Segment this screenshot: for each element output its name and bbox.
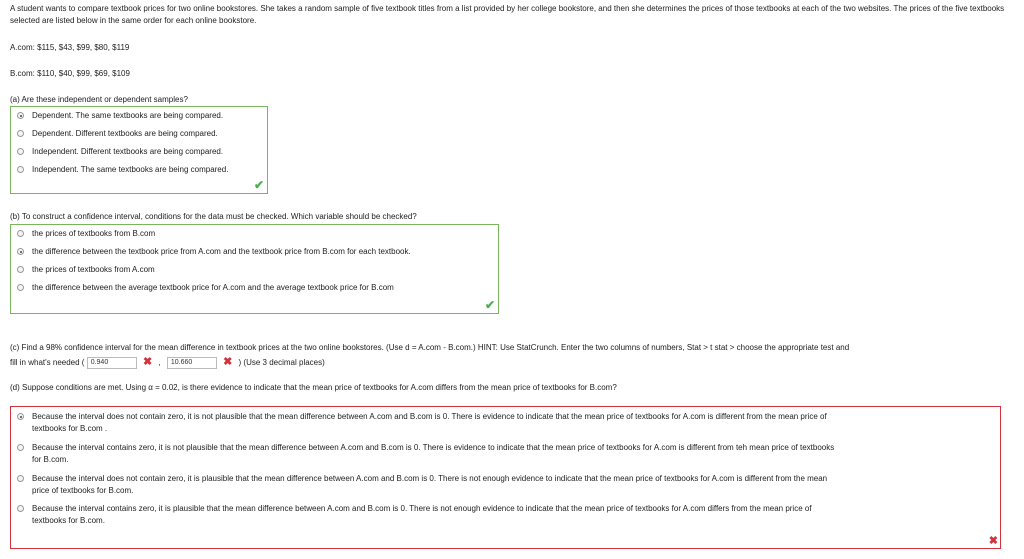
fill-prefix: fill in what's needed ( xyxy=(10,358,85,367)
radio-button[interactable] xyxy=(17,166,24,173)
radio-button[interactable] xyxy=(17,475,24,482)
option-label: the prices of textbooks from A.com xyxy=(32,265,155,274)
option-label-line2: textbooks for B.com. xyxy=(32,516,105,525)
question-c-prompt: (c) Find a 98% confidence interval for the mean difference in textbook prices at the two online bookstores. (Use d = A.com - B.com.) HINT: Use StatCrunch. Enter the two columns of numbers, Stat > t stat > choose the appropriate test and xyxy=(10,343,850,352)
incorrect-cross-icon: ✖ xyxy=(142,356,153,368)
radio-button[interactable] xyxy=(17,230,24,237)
option-label: the prices of textbooks from B.com xyxy=(32,229,156,238)
qb-option-1[interactable] xyxy=(17,246,411,258)
qb-option-0[interactable] xyxy=(17,228,155,240)
qb-option-2[interactable] xyxy=(17,264,155,276)
fill-suffix: ) (Use 3 decimal places) xyxy=(238,358,325,367)
lower-bound-input[interactable]: 0.940 xyxy=(87,357,137,369)
question-b-prompt: (b) To construct a confidence interval, conditions for the data must be checked. Which variable should be checked? xyxy=(10,212,417,221)
option-label-line1: Because the interval does not contain zero, it is plausible that the mean difference between A.com and B.com is 0. There is not enough evidence to indicate that the mean price of textbooks for A.com is different from the mean xyxy=(32,474,828,483)
radio-button[interactable] xyxy=(17,130,24,137)
question-d-prompt: (d) Suppose conditions are met. Using α = 0.02, is there evidence to indicate that the mean price of textbooks for A.com differs from the mean price of textbooks for B.com? xyxy=(10,383,617,392)
option-label: Independent. Different textbooks are being compared. xyxy=(32,147,224,156)
incorrect-cross-icon: ✖ xyxy=(988,535,998,547)
radio-button[interactable] xyxy=(17,444,24,451)
option-label-line2: textbooks for B.com . xyxy=(32,424,108,433)
question-a-box xyxy=(10,106,268,194)
option-label-line1: Because the interval contains zero, it is plausible that the mean difference between A.com and B.com is 0. There is not enough evidence to indicate that the mean price of textbooks for A.com differs from the mean price of xyxy=(32,504,812,513)
option-label: the difference between the textbook price from A.com and the textbook price from B.com for each textbook. xyxy=(32,247,411,256)
qd-option-2[interactable] xyxy=(17,473,827,497)
qa-option-2[interactable] xyxy=(17,146,223,158)
option-label-line2: price of textbooks for B.com. xyxy=(32,486,134,495)
data-b: B.com: $110, $40, $99, $69, $109 xyxy=(10,69,130,78)
qa-option-3[interactable] xyxy=(17,164,228,176)
option-label-line1: Because the interval contains zero, it is not plausible that the mean difference between A.com and B.com is 0. There is evidence to indicate that the mean price of textbooks for A.com is different from teh mean price of textbooks xyxy=(32,443,835,452)
correct-check-icon: ✔ xyxy=(484,298,495,312)
radio-button[interactable] xyxy=(17,413,24,420)
option-label: Independent. The same textbooks are being compared. xyxy=(32,165,229,174)
data-a: A.com: $115, $43, $99, $80, $119 xyxy=(10,43,130,52)
incorrect-cross-icon: ✖ xyxy=(223,356,233,368)
option-label-line2: for B.com. xyxy=(32,455,69,464)
question-c-fill xyxy=(10,355,325,369)
radio-button[interactable] xyxy=(17,284,24,291)
problem-intro: A student wants to compare textbook prices for two online bookstores. She takes a random sample of five textbook titles from a list provided by her college bookstore, and then she determines the prices of those textbooks at each of the two websites. The prices of the five textbooks selected are listed below in the same order for each online bookstore. xyxy=(10,4,1005,25)
question-a-prompt: (a) Are these independent or dependent samples? xyxy=(10,95,188,104)
option-label: the difference between the average textbook price for A.com and the average textbook price for B.com xyxy=(32,283,394,292)
radio-button[interactable] xyxy=(17,148,24,155)
qd-option-3[interactable] xyxy=(17,503,812,527)
qd-option-1[interactable] xyxy=(17,442,834,466)
option-label: Dependent. The same textbooks are being compared. xyxy=(32,111,224,120)
separator: , xyxy=(158,358,161,367)
upper-bound-input[interactable]: 10.660 xyxy=(167,357,217,369)
qa-option-0[interactable] xyxy=(17,110,223,122)
radio-button[interactable] xyxy=(17,112,24,119)
option-label: Dependent. Different textbooks are being compared. xyxy=(32,129,218,138)
qb-option-3[interactable] xyxy=(17,282,394,294)
qa-option-1[interactable] xyxy=(17,128,218,140)
radio-button[interactable] xyxy=(17,266,24,273)
qd-option-0[interactable] xyxy=(17,411,827,435)
option-label-line1: Because the interval does not contain zero, it is not plausible that the mean difference between A.com and B.com is 0. There is evidence to indicate that the mean price of textbooks for A.com is different from the mean price of xyxy=(32,412,827,421)
question-d-box xyxy=(10,406,1001,549)
radio-button[interactable] xyxy=(17,505,24,512)
question-b-box xyxy=(10,224,499,314)
correct-check-icon: ✔ xyxy=(253,178,264,192)
radio-button[interactable] xyxy=(17,248,24,255)
